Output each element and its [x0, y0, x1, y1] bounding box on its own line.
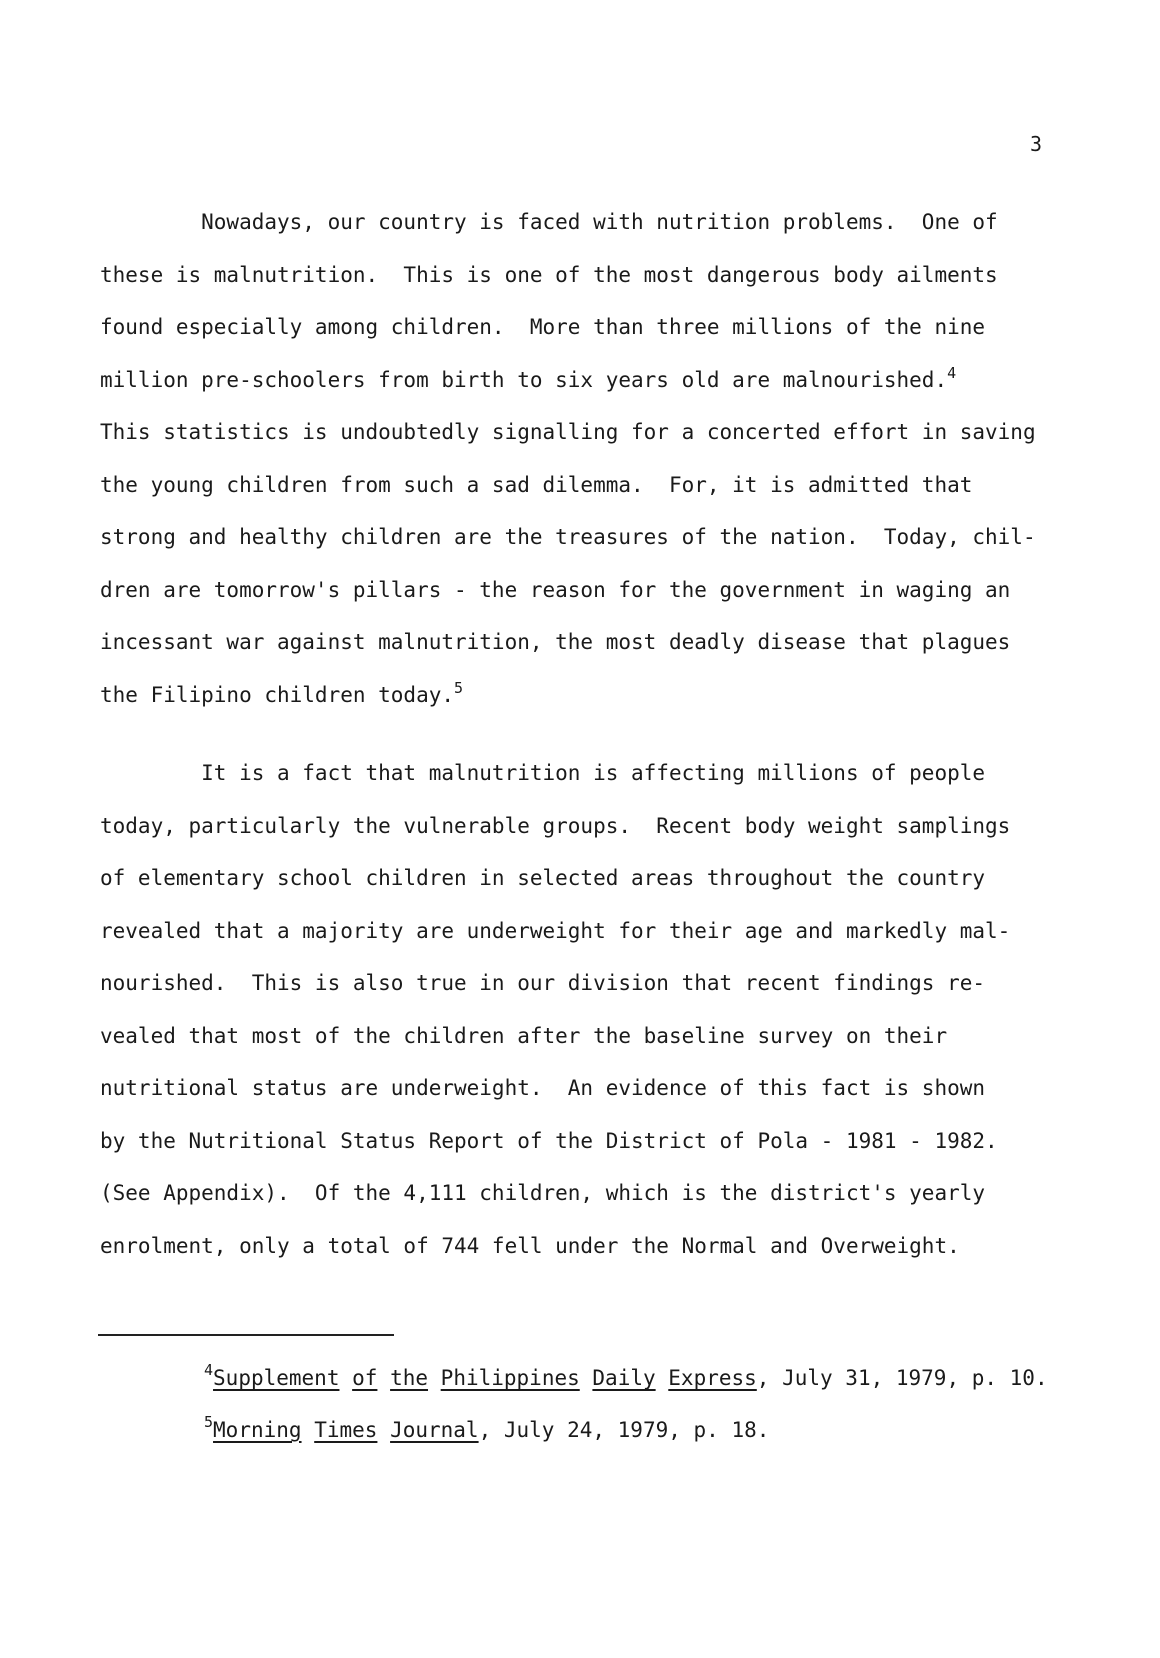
- paragraph-2: [100, 747, 1090, 1272]
- footnote-citation: , July 24, 1979, p. 18.: [478, 1418, 770, 1442]
- footnote-ref-4: 4: [947, 363, 957, 382]
- footnote-title-word: of: [352, 1366, 378, 1390]
- text-line: incessant war against malnutrition, the most deadly disease that plagues: [100, 630, 1011, 654]
- text-line: the young children from such a sad dilemma. For, it is admitted that: [100, 472, 973, 497]
- footnote-title-word: Daily: [592, 1366, 656, 1390]
- footnote-title-word: Supplement: [213, 1366, 340, 1390]
- footnote-divider: [98, 1334, 394, 1336]
- text-line: This statistics is undoubtedly signalling for a concerted effort in saving: [100, 420, 1036, 444]
- footnote-mark: 4: [204, 1361, 214, 1379]
- text-line: revealed that a majority are underweight for their age and markedly mal-: [100, 918, 1011, 943]
- footnotes: [204, 1352, 1104, 1456]
- text-line: today, particularly the vulnerable groups. Recent body weight samplings: [100, 813, 1011, 838]
- text-line: enrolment, only a total of 744 fell under the Normal and Overweight.: [100, 1233, 960, 1258]
- footnote-title-word: Philippines: [440, 1366, 580, 1390]
- text-line: these is malnutrition. This is one of the most dangerous body ailments: [100, 262, 998, 287]
- text-line: found especially among children. More than three millions of the nine: [100, 315, 986, 339]
- footnote-title-word: the: [390, 1366, 429, 1390]
- footnote-title-word: Journal: [390, 1418, 479, 1442]
- footnote-title-word: Express: [668, 1366, 757, 1390]
- text-line: vealed that most of the children after the baseline survey on their: [100, 1023, 948, 1048]
- text-line-content: million pre-schoolers from birth to six years old are malnourished.: [100, 367, 948, 392]
- text-line: nourished. This is also true in our division that recent findings re-: [100, 971, 986, 995]
- text-line: [100, 669, 1090, 722]
- text-line: strong and healthy children are the treasures of the nation. Today, chil-: [100, 525, 1036, 549]
- footnote-4: [204, 1352, 1104, 1404]
- footnote-citation: , July 31, 1979, p. 10.: [756, 1366, 1048, 1390]
- text-line: nutritional status are underweight. An evidence of this fact is shown: [100, 1076, 986, 1100]
- footnote-title-word: Times: [314, 1418, 378, 1442]
- text-line: dren are tomorrow's pillars - the reason for the government in waging an: [100, 577, 1011, 602]
- paragraph-1: [100, 196, 1090, 721]
- footnote-title-word: Morning: [213, 1418, 302, 1442]
- footnote-mark: 5: [204, 1413, 214, 1431]
- text-line: by the Nutritional Status Report of the District of Pola - 1981 - 1982.: [100, 1128, 998, 1153]
- text-line-content: the Filipino children today.: [100, 682, 455, 707]
- footnote-5: [204, 1404, 1104, 1456]
- page-number: 3: [1030, 132, 1043, 156]
- text-line: of elementary school children in selected areas throughout the country: [100, 866, 986, 890]
- text-line: (See Appendix). Of the 4,111 children, which is the district's yearly: [100, 1181, 986, 1205]
- text-line: Nowadays, our country is faced with nutrition problems. One of: [100, 210, 998, 234]
- text-line: [100, 354, 1090, 407]
- footnote-ref-5: 5: [454, 678, 464, 697]
- text-line: It is a fact that malnutrition is affecting millions of people: [100, 761, 986, 785]
